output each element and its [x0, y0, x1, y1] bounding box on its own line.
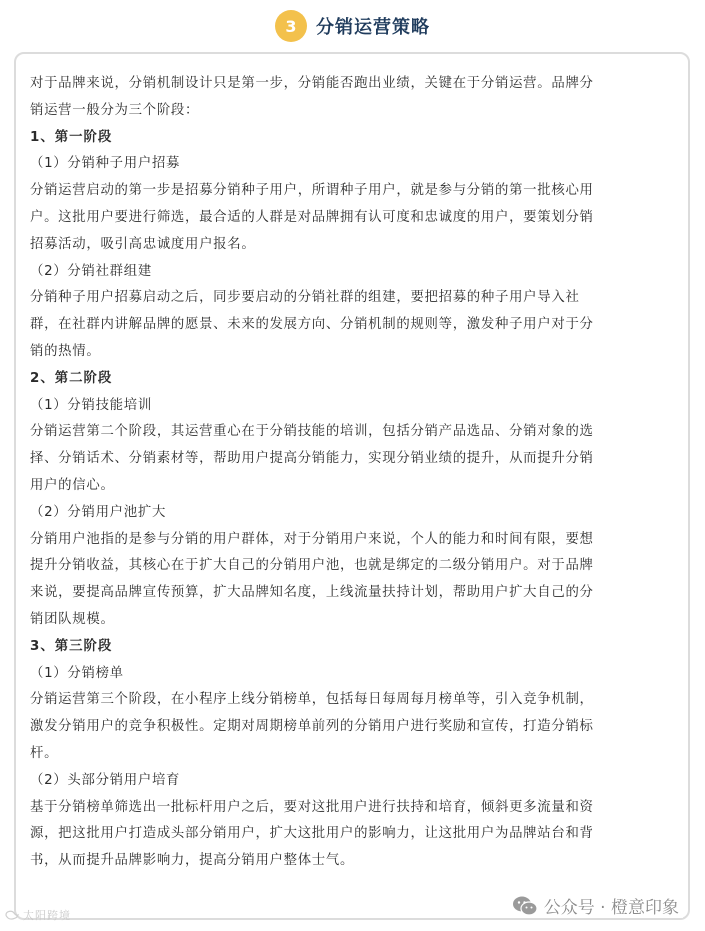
- section-heading: 1、第一阶段: [30, 129, 113, 145]
- paragraph-line: 用户的信心。: [30, 477, 115, 493]
- subsection-heading: （2）头部分销用户培育: [30, 772, 181, 788]
- paragraph-line: 激发分销用户的竞争积极性。定期对周期榜单前列的分销用户进行奖励和宣传，打造分销标: [30, 719, 594, 735]
- paragraph-line: 销的热情。: [30, 343, 101, 359]
- paragraph-line: 销团队规模。: [30, 611, 115, 627]
- paragraph-line: 分销运营第三个阶段，在小程序上线分销榜单，包括每日每周每月榜单等，引入竞争机制，: [30, 692, 594, 708]
- paragraph-line: 分销用户池指的是参与分销的用户群体，对于分销用户来说，个人的能力和时间有限，要想: [30, 531, 594, 547]
- paragraph-line: 源，把这批用户打造成头部分销用户，扩大这批用户的影响力，让这批用户为品牌站台和背: [30, 826, 594, 842]
- section-heading: 2、第二阶段: [30, 370, 113, 386]
- content-card: [14, 52, 690, 920]
- wechat-account-text: 公众号 · 橙意印象: [543, 898, 679, 918]
- section-number-badge: 3: [275, 10, 307, 42]
- paragraph-line: 分销运营启动的第一步是招募分销种子用户，所谓种子用户，就是参与分销的第一批核心用: [30, 183, 594, 199]
- subsection-heading: （2）分销社群组建: [30, 263, 152, 279]
- paragraph-line: 销运营一般分为三个阶段：: [30, 102, 200, 118]
- subsection-heading: （1）分销榜单: [30, 665, 124, 681]
- paragraph-line: 择、分销话术、分销素材等，帮助用户提高分销能力，实现分销业绩的提升，从而提升分销: [30, 451, 594, 467]
- logo-icon: [4, 909, 20, 921]
- section-title: 分销运营策略: [316, 17, 430, 38]
- paragraph-line: 书，从而提升品牌影响力，提高分销用户整体士气。: [30, 853, 355, 869]
- source-watermark: [4, 907, 71, 923]
- paragraph-line: 招募活动，吸引高忠诚度用户报名。: [30, 236, 256, 252]
- paragraph-line: 分销种子用户招募启动之后，同步要启动的分销社群的组建，要把招募的种子用户导入社: [30, 290, 580, 306]
- wechat-account-watermark: [508, 893, 683, 918]
- paragraph-line: 群，在社群内讲解品牌的愿景、未来的发展方向、分销机制的规则等，激发种子用户对于分: [30, 317, 594, 333]
- subsection-heading: （2）分销用户池扩大: [30, 504, 167, 520]
- subsection-heading: （1）分销技能培训: [30, 397, 152, 413]
- paragraph-line: 杆。: [30, 745, 59, 761]
- paragraph-line: 分销运营第二个阶段，其运营重心在于分销技能的培训，包括分销产品选品、分销对象的选: [30, 424, 594, 440]
- section-heading: 3、第三阶段: [30, 638, 113, 654]
- wechat-icon: [512, 895, 538, 917]
- paragraph-line: 基于分销榜单筛选出一批标杆用户之后，要对这批用户进行扶持和培育，倾斜更多流量和资: [30, 799, 594, 815]
- subsection-heading: （1）分销种子用户招募: [30, 156, 181, 172]
- paragraph-line: 对于品牌来说，分销机制设计只是第一步，分销能否跑出业绩，关键在于分销运营。品牌分: [30, 76, 594, 91]
- source-watermark-text: 太阳跨境: [23, 909, 71, 922]
- section-header: [0, 0, 705, 52]
- paragraph-line: 户。这批用户要进行筛选，最合适的人群是对品牌拥有认可度和忠诚度的用户，要策划分销: [30, 209, 594, 225]
- paragraph-line: 提升分销收益，其核心在于扩大自己的分销用户池，也就是绑定的二级分销用户。对于品牌: [30, 558, 594, 574]
- paragraph-line: 来说，要提高品牌宣传预算，扩大品牌知名度，上线流量扶持计划，帮助用户扩大自己的分: [30, 585, 594, 601]
